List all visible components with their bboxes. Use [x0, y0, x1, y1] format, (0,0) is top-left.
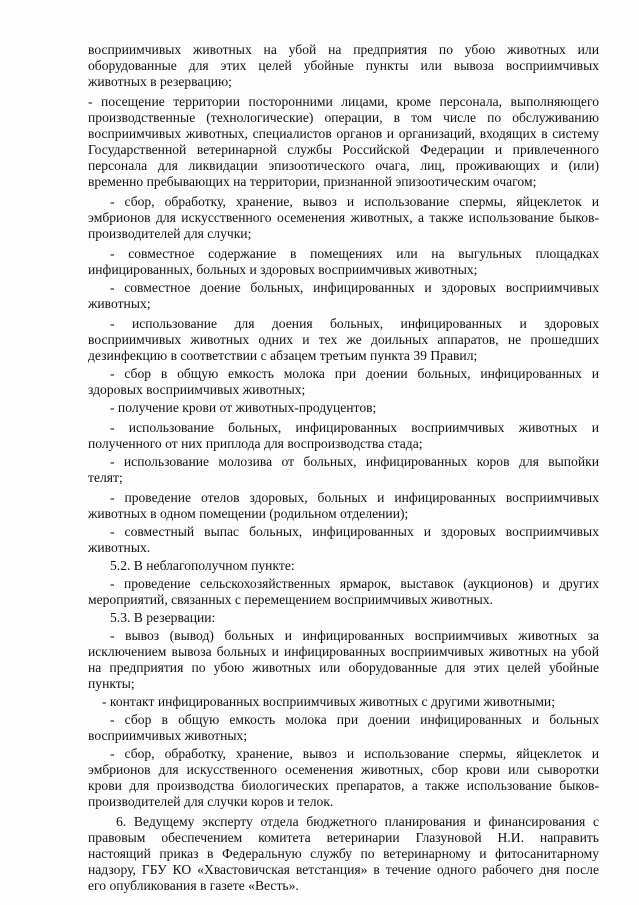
text-line: надзору, ГБУ КО «Хвастовичская ветстанция» в течение одного рабочего дня после [88, 862, 599, 877]
text-line: производителей для случки; [88, 226, 252, 241]
text-line: производителей для случки коров и телок. [88, 794, 334, 809]
text-line: - посещение территории посторонними лицами, кроме персонала, выполняющего [88, 94, 599, 109]
text-line: - вывоз (вывод) больных и инфицированных восприимчивых животных за [110, 628, 599, 643]
text-line: восприимчивых животных; [88, 728, 248, 743]
text-line: - проведение сельскохозяйственных ярмарок, выставок (аукционов) и других [110, 576, 599, 591]
text-line: временно пребывающих на территории, признанной эпизоотическим очагом; [88, 174, 537, 189]
text-line: правовым обеспечением комитета ветеринарии Глазуновой Н.И. направить [88, 830, 599, 845]
text-line: инфицированных, больных и здоровых восприимчивых животных; [88, 262, 478, 277]
text-line: здоровых восприимчивых животных; [88, 382, 306, 397]
text-line: восприимчивых животных одних и тех же доильных аппаратов, не прошедших [88, 332, 599, 347]
text-line: - получение крови от животных-продуцентов; [110, 400, 377, 415]
text-line: 5.2. В неблагополучном пункте: [110, 558, 295, 573]
text-line: 6. Ведущему эксперту отдела бюджетного планирования и финансирования с [116, 814, 599, 829]
text-line: крови для производства биологических препаратов, а также использование быков- [88, 778, 599, 793]
text-line: его опубликования в газете «Весть». [88, 878, 299, 893]
text-line: - совместный выпас больных, инфицированных и здоровых восприимчивых [110, 524, 599, 539]
text-line: - контакт инфицированных восприимчивых животных с другими животными; [102, 694, 555, 709]
text-line: эмбрионов для искусственного осеменения животных, сбор крови или сыворотки [88, 762, 599, 777]
text-line: дезинфекцию в соответствии с абзацем третьим пункта 39 Правил; [88, 348, 478, 363]
text-line: - совместное доение больных, инфицированных и здоровых восприимчивых [110, 280, 599, 295]
text-line: Государственной ветеринарной службы Российской Федерации и привлеченного [88, 142, 599, 157]
text-line: полученного от них приплода для воспроизводства стада; [88, 436, 423, 451]
text-line: восприимчивых животных на убой на предприятия по убою животных или [88, 42, 599, 57]
text-line: на предприятия по убою животных или оборудованные для этих целей убойные [88, 660, 599, 675]
text-line: животных. [88, 540, 151, 555]
text-line: - проведение отелов здоровых, больных и инфицированных восприимчивых [110, 490, 599, 505]
text-line: - использование молозива от больных, инфицированных коров для выпойки [110, 454, 599, 469]
text-line: - сбор, обработку, хранение, вывоз и использование спермы, яйцеклеток и [110, 746, 599, 761]
text-line: - сбор в общую емкость молока при доении инфицированных и больных [110, 712, 599, 727]
text-line: восприимчивых животных, специалистов органов и организаций, входящих в систему [88, 126, 599, 141]
text-line: исключением вывоза больных и инфицированных восприимчивых животных на убой [88, 644, 599, 659]
text-line: - использование больных, инфицированных восприимчивых животных и [110, 420, 599, 435]
text-line: мероприятий, связанных с перемещением восприимчивых животных. [88, 592, 493, 607]
text-line: животных в резервацию; [88, 74, 232, 89]
text-line: настоящий приказ в Федеральную службу по ветеринарному и фитосанитарному [88, 846, 599, 861]
text-line: эмбрионов для искусственного осеменения животных, а также использование быков- [88, 210, 599, 225]
text-line: - сбор, обработку, хранение, вывоз и использование спермы, яйцеклеток и [110, 194, 599, 209]
text-line: 5.3. В резервации: [110, 610, 216, 625]
text-line: пункты; [88, 676, 135, 691]
text-line: животных; [88, 296, 151, 311]
text-line: животных в одном помещении (родильном отделении); [88, 506, 409, 521]
text-line: оборудованные для этих целей убойные пункты или вывоза восприимчивых [88, 58, 599, 73]
text-line: производственные (технологические) операции, в том числе по обслуживанию [88, 110, 599, 125]
text-line: персонала для ликвидации эпизоотического очага, лиц, проживающих и (или) [88, 158, 599, 173]
text-line: - сбор в общую емкость молока при доении больных, инфицированных и [110, 366, 599, 381]
text-line: - использование для доения больных, инфицированных и здоровых [110, 316, 599, 331]
text-line: - совместное содержание в помещениях или на выгульных площадках [110, 246, 599, 261]
text-line: телят; [88, 470, 123, 485]
